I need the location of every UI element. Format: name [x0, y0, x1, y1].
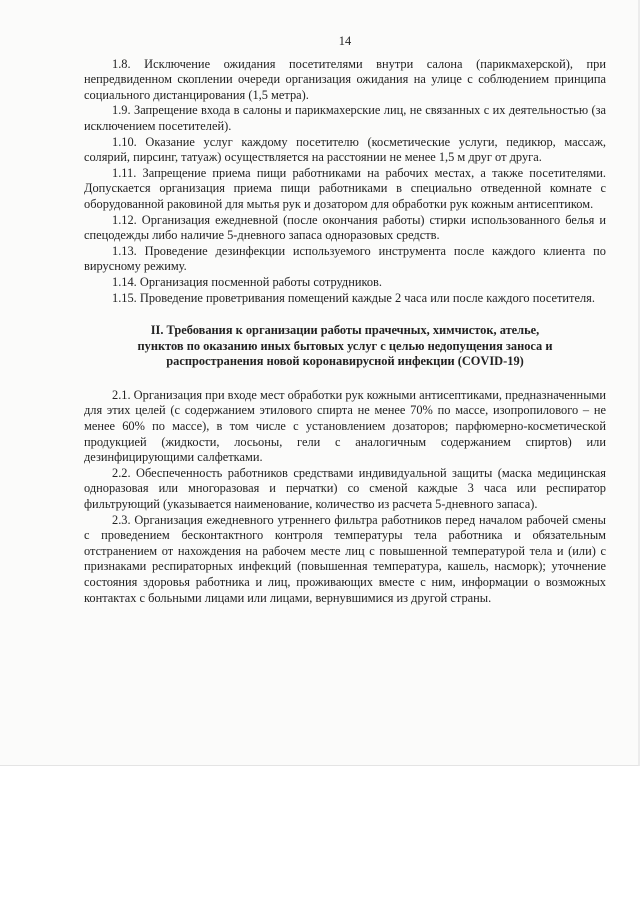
blank-bottom-area: [0, 767, 640, 905]
paragraph-1-10: 1.10. Оказание услуг каждому посетителю (косметические услуги, педикюр, массаж, солярий, пирсинг, татуаж) осуществляется на расстоянии не менее 1,5 м друг от друга.: [84, 134, 606, 165]
section-heading-line-1: II. Требования к организации работы прачечных, химчисток, ателье,: [150, 323, 540, 338]
paragraph-2-1: 2.1. Организация при входе мест обработки рук кожными антисептиками, предназначенными для этих целей (с содержанием этилового спирта не менее 70% по массе, изопропилового – не менее 60% по массе), в том числе с установлением дозаторов; парфюмерно-косметической продукцией (жидкости, лосьоны, гели с аналогичным содержанием спиртов) или дезинфицирующими салфетками.: [84, 387, 606, 465]
paragraph-1-13: 1.13. Проведение дезинфекции используемого инструмента после каждого клиента по вирусному режиму.: [84, 243, 606, 274]
paragraph-1-14: 1.14. Организация посменной работы сотрудников.: [112, 274, 382, 289]
page-number: 14: [338, 34, 352, 48]
section-heading-line-3: распространения новой коронавирусной инфекции (COVID-19): [166, 354, 524, 369]
section-heading: [84, 323, 606, 370]
paragraph-1-12: 1.12. Организация ежедневной (после окончания работы) стирки использованного белья и спецодежды либо наличие 5-дневного запаса одноразовых средств.: [84, 212, 606, 243]
paragraph-2-3: 2.3. Организация ежедневного утреннего фильтра работников перед началом рабочей смены с проведением бесконтактного контроля температуры тела работника и обязательным отстранением от нахождения на рабочем месте лиц с повышенной температурой тела и (или) с признаками респираторных инфекций (повышенная температура, кашель, насморк); уточнение состояния здоровья работника и лиц, проживающих вместе с ним, информации о возможных контактах с больными лицами или лицами, вернувшимися из другой страны.: [84, 512, 606, 605]
paragraph-1-9: 1.9. Запрещение входа в салоны и парикмахерские лиц, не связанных с их деятельностью (за исключением посетителей).: [84, 103, 606, 133]
paragraph-2-2: 2.2. Обеспеченность работников средствами индивидуальной защиты (маска медицинская одноразовая или многоразовая и перчатки) со сменой каждые 3 часа или респиратор фильтрующий (указывается наименование, количество из расчета 5-дневного запаса).: [84, 465, 606, 512]
paragraph-1-15: 1.15. Проведение проветривания помещений каждые 2 часа или после каждого посетителя.: [112, 290, 595, 305]
section-heading-line-2: пунктов по оказанию иных бытовых услуг с целью недопущения заноса и: [137, 338, 553, 353]
document-body: [84, 34, 606, 606]
paragraph-1-11: 1.11. Запрещение приема пищи работниками на рабочих местах, а также посетителями. Допускается организация приема пищи работниками в специально отведенной комнате с оборудованной раковиной для мытья рук и дозатором для обработки рук кожным антисептиком.: [84, 165, 606, 211]
paragraph-1-8: 1.8. Исключение ожидания посетителями внутри салона (парикмахерской), при непредвиденном скоплении очереди организация ожидания на улице с соблюдением принципа социального дистанцирования (1,5 метра).: [84, 56, 606, 102]
